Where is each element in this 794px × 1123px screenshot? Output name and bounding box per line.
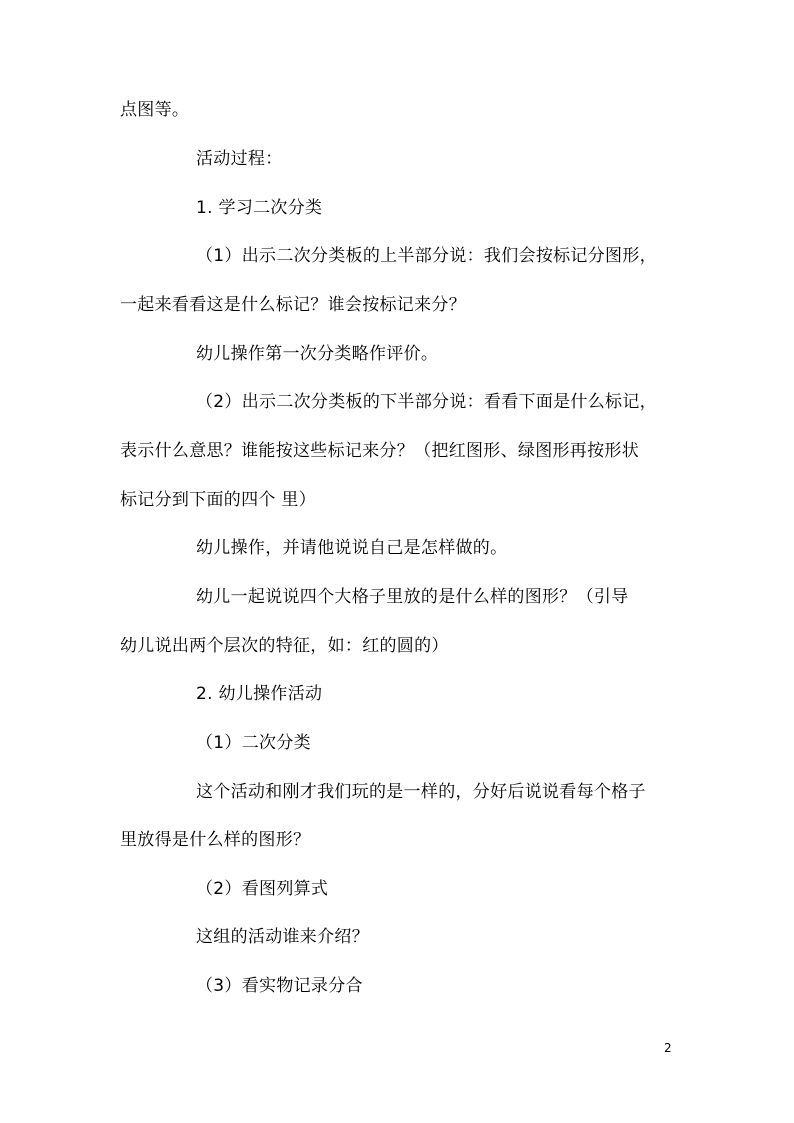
subheading: （3）看实物记录分合 [196,976,363,996]
section-heading: 1. 学习二次分类 [196,198,323,218]
subheading: （2）看图列算式 [196,879,329,899]
text-line: （2）出示二次分类板的下半部分说：看看下面是什么标记， [196,392,657,412]
text-line: 幼儿操作，并请他说说自己是怎样做的。 [196,538,508,558]
text-line: 幼儿一起说说四个大格子里放的是什么样的图形？（引导 [196,587,629,607]
text-line: 一起来看看这是什么标记？谁会按标记来分？ [120,295,466,315]
text-line: 点图等。 [120,100,190,120]
text-line: 里放得是什么样的图形？ [120,830,311,850]
subheading: （1）二次分类 [196,733,311,753]
section-heading: 2. 幼儿操作活动 [196,684,323,704]
text-line: 幼儿说出两个层次的特征，如：红的圆的） [120,636,449,656]
text-line: 活动过程： [196,149,283,169]
text-line: 幼儿操作第一次分类略作评价。 [196,344,439,364]
text-line: 表示什么意思？谁能按这些标记来分？（把红图形、绿图形再按形状 [120,441,639,461]
text-line: 这个活动和刚才我们玩的是一样的，分好后说说看每个格子 [196,782,646,802]
text-line: （1）出示二次分类板的上半部分说：我们会按标记分图形， [196,246,657,266]
text-line: 这组的活动谁来介绍？ [196,927,369,947]
text-line: 标记分到下面的四个 里） [120,490,317,510]
page-number: 2 [664,1041,672,1055]
